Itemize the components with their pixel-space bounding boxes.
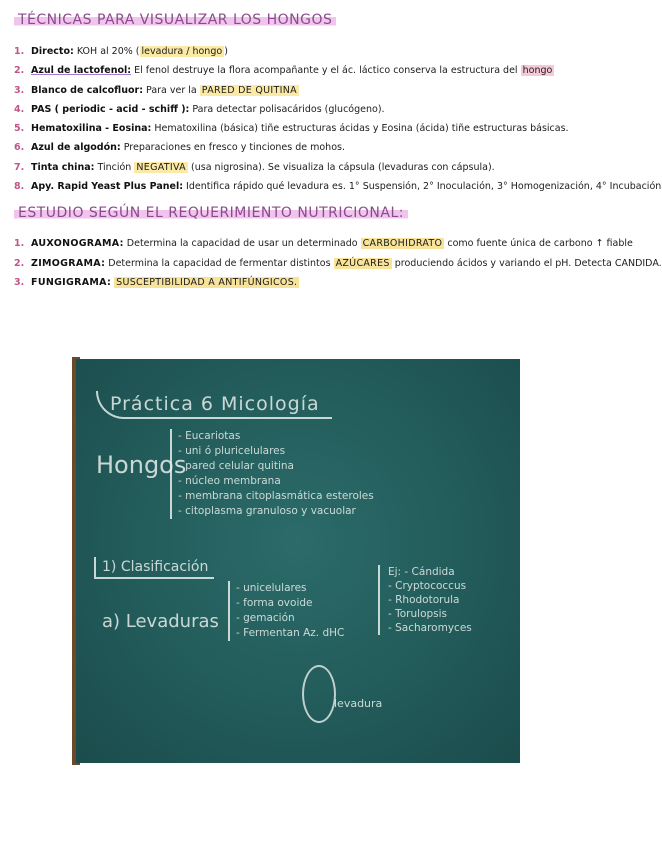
list-item: 1. AUXONOGRAMA: Determina la capacidad de usar un determinado CARBOHIDRATO como fuente única de carbono ↑ fiable (14, 238, 633, 249)
board-examples-list: Ej: - Cándida - Cryptococcus - Rhodotorula - Torulopsis - Sacharomyces (378, 565, 472, 635)
board-hongos-label: Hongos (96, 451, 187, 479)
board-cell-label: levadura (334, 697, 383, 710)
board-levaduras-label: a) Levaduras (102, 611, 219, 632)
list-item: 1. Directo: KOH al 20% ( levadura / hongo ) (14, 46, 228, 57)
list-item: 8. Apy. Rapid Yeast Plus Panel: Identifica rápido qué levadura es. 1° Suspensión, 2° Inoculación, 3° Homogenización, 4° Incubación (14, 181, 662, 193)
list-item: 3. FUNGIGRAMA: SUSCEPTIBILIDAD A ANTIFÚNGICOS. (14, 277, 298, 288)
list-item: 6. Azul de algodón: Preparaciones en fresco y tinciones de mohos. (14, 142, 345, 154)
list-item: 5. Hematoxilina - Eosina: Hematoxilina (básica) tiñe estructuras ácidas y Eosina (ácida) tiñe estructuras básicas. (14, 123, 569, 135)
techniques-list (14, 42, 662, 196)
board-clasificacion: 1) Clasificación (94, 557, 214, 579)
list-item: 2. ZIMOGRAMA: Determina la capacidad de fermentar distintos AZÚCARES produciendo ácidos y variando el pH. Detecta CANDIDA. (14, 257, 662, 269)
nutrition-list (14, 234, 662, 293)
section-title-nutrition: ESTUDIO SEGÚN EL REQUERIMIENTO NUTRICIONAL: (14, 205, 408, 221)
chalkboard-photo (76, 359, 520, 763)
list-item: 3. Blanco de calcofluor: Para ver la PARED DE QUITINA (14, 84, 297, 96)
list-item: 2. Azul de lactofenol: El fenol destruye la flora acompañante y el ác. láctico conserva la estructura del hongo (14, 65, 553, 77)
section-title-techniques: TÉCNICAS PARA VISUALIZAR LOS HONGOS (14, 12, 336, 28)
list-item: 7. Tinta china: Tinción NEGATIVA (usa nigrosina). Se visualiza la cápsula (levaduras con cápsula). (14, 161, 495, 173)
list-item: 4. PAS ( periodic - acid - schiff ): Para detectar polisacáridos (glucógeno). (14, 103, 385, 115)
board-levaduras-list: - unicelulares - forma ovoide - gemación - Fermentan Az. dHC (228, 581, 344, 641)
board-hongos-list: - Eucariotas - uni ó pluricelulares - pared celular quitina - núcleo membrana - membrana citoplasmática esteroles - citoplasma granuloso y vacuolar (170, 429, 374, 519)
yeast-cell-drawing (302, 665, 336, 723)
board-title: Práctica 6 Micología (96, 391, 332, 419)
